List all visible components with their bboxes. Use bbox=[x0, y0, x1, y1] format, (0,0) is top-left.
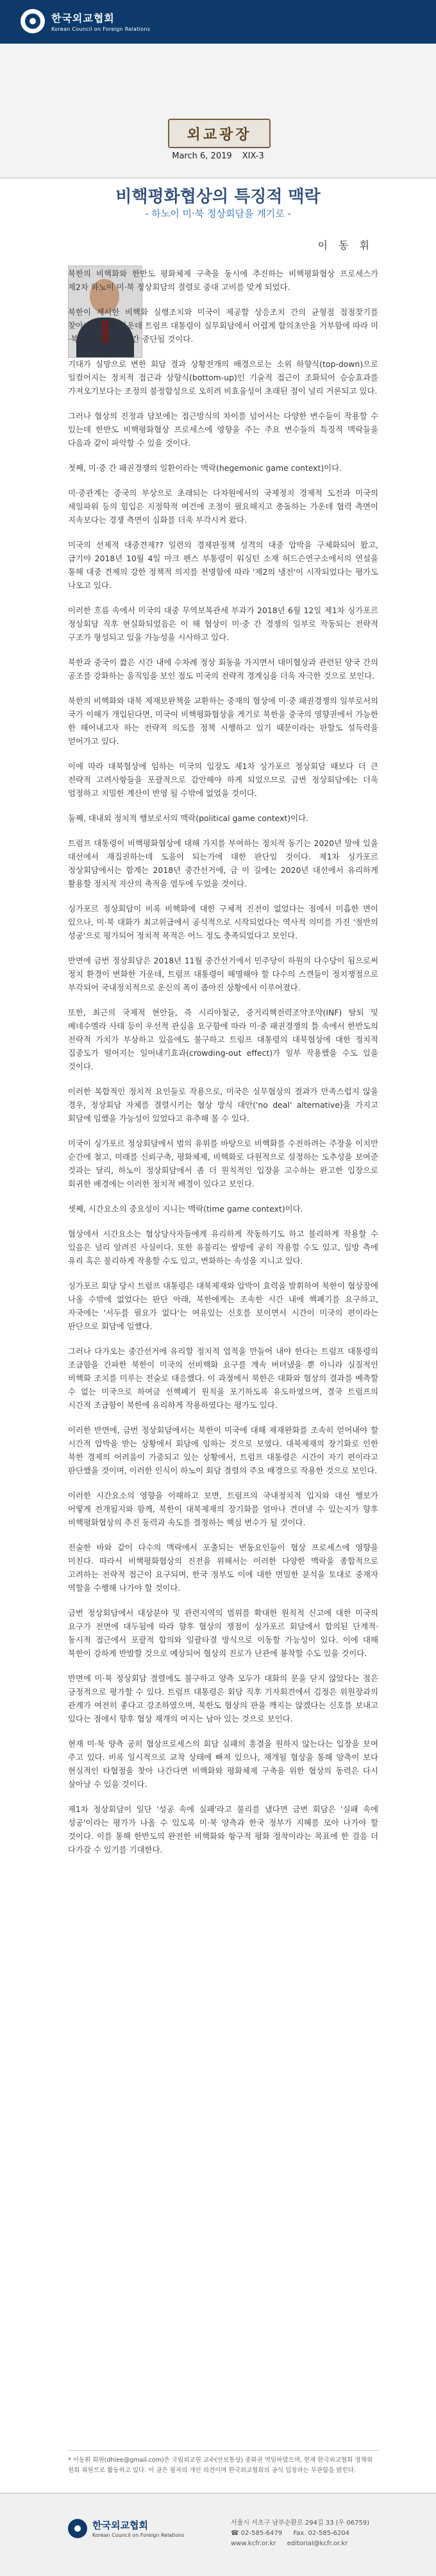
article-paragraph: 전술한 바와 같이 다수의 맥락에서 포출되는 변동요인들이 협상 프로세스에 영향을 미친다. 따라서 비핵평화협상의 진전을 위해서는 이러한 다양한 맥락을 종합적으로 고려하는 전략적 접근이 요구되며, 한국 정부도 이에 대한 면밀한 분석을 토대로 중재자 역할을 수행해 나가야 할 것이다. bbox=[68, 1543, 378, 1593]
issue-number: XIX-3 bbox=[242, 151, 264, 161]
article-paragraph: 북한의 비핵화와 대북 제재보완책을 교환하는 중재의 협상에 미·중 패권경쟁의 일부로서의 국가 이해가 개입된다면, 미국이 비핵평화협상을 게기로 북한을 중국의 영향권에서 가능한 한 해어내고자 하는 전략적 의도를 정책 시행하고 있기 때문이라는 판할도 설득력을 얻어가고 있다. bbox=[68, 696, 378, 746]
article-paragraph: 싱가포르 회담 당시 트럼프 대통령은 대북제재와 압박이 효력을 발휘하여 북한이 협상장에 나올 수밖에 없었다는 판단 아래, 북한에게는 조속한 시간 내에 핵폐기를 요구하고, 자국에는 '서두를 필요가 없다'는 여유있는 신호를 보이면서 시간이 미국의 편이라는 판단으로 회담에 임했다. bbox=[68, 1281, 378, 1331]
footer-org-name-ko: 한국외교협회 bbox=[92, 2520, 148, 2531]
header-bar bbox=[0, 0, 436, 44]
article-paragraph: 둘째, 대내외 정치적 행보로서의 맥락(political game context)이다. bbox=[68, 813, 308, 823]
issue-date: March 6, 2019 bbox=[172, 151, 232, 161]
article-paragraph: 이러한 흐름 속에서 미국의 대중 무역보복관세 부과가 2018년 6월 12일 제1차 싱가포르 정상회담 직후 현실화되었음은 이 해 협상이 미·중 간 경쟁의 일부로 작동되는 전략적 구조가 형성되고 있을 가능성을 시사하고 있다. bbox=[68, 606, 378, 642]
footer-logo-text bbox=[92, 2518, 185, 2538]
footer-web-email bbox=[231, 2539, 398, 2549]
article-paragraph: 미·중관계는 중국의 부상으로 초래되는 다차원에서의 국제정치 경제적 도전과 미국의 세일파워 등의 힘입은 지정학적 여건에 조정이 필요해지고 충돌하는 가운데 협력 측면이 지속보다는 경쟁 측면이 심화를 더욱 부각시켜 왔다. bbox=[68, 488, 378, 525]
article-paragraph: 북한이 제시한 비핵화 실행조치와 미국이 제공할 상응조치 간의 균형점 접점찾기를 찾아내지 못한 가운데 트럼프 대통령이 실무회담에서 어렵게 합의초안을 거부함에 따라 미·북 간 협상이 장기간 중단될 것이다. bbox=[68, 307, 378, 344]
article-author: 이 동 휘 bbox=[317, 239, 373, 251]
footer-email-link[interactable]: editorial@kcfr.or.kr bbox=[287, 2540, 348, 2547]
article-title: 비핵평화협상의 특징적 맥락 bbox=[115, 187, 321, 207]
footer-address: 서울시 서초구 남부순환로 294길 33 (우 06759) bbox=[231, 2520, 370, 2527]
article-paragraph: 현재 미·북 양측 공히 협상프로세스의 회담 실패의 흥결을 원하지 않는다는 입장을 보여 주고 있다. 비록 일시적으로 교착 상태에 빠져 있으나, 재개될 협상을 통해 양측이 보다 현실적인 타협점을 찾아 나간다면 비핵화와 평화체제 구축을 위한 협상의 동력은 다시 살아날 수 있을 것이다. bbox=[68, 1739, 378, 1789]
article-paragraph: 협상에서 시간요소는 협상당사자들에게 유리하게 작동하기도 하고 불리하게 작용할 수 있음은 널리 알려진 사실이다. 또한 유불리는 쌍방에 공히 작용할 수도 있고, 일방 측에 유리 혹은 불리하게 작용할 수도 있고, 변화하는 속성을 지니고 있다. bbox=[68, 1229, 378, 1266]
footer-logo[interactable] bbox=[68, 2518, 185, 2538]
article-paragraph: 그러나 다가오는 중간선거에 유리할 정치적 업적을 만들어 내야 한다는 트럼프 대통령의 조급함을 간파한 북한이 미국의 선비핵화 요구를 계속 버텨냈을 뿐 아니라 실질적인 비핵화 조치를 미루는 전술로 대응했다. 이 과정에서 북한은 대화와 협상의 결과를 예측할 수 없는 미국으로 하여금 선핵폐기 원칙을 포기하도록 유도하였으며, 결국 트럼프의 시간적 조급함이 북한에 유리하게 작용하였다는 평가도 있다. bbox=[68, 1346, 378, 1410]
masthead-divider bbox=[0, 177, 436, 178]
article-paragraph: 싱가포르 정상회담이 비록 비핵화에 대한 구체적 진전이 없었다는 점에서 미흡한 면이 있으나, 미·북 대화가 최고위급에서 공식적으로 시작되었다는 역사적 의미를 가진 '절반의 성공'으로 평가되어 정치적 목적은 어느 정도 충족되었다고 보인다. bbox=[68, 904, 378, 940]
footer-website-link[interactable]: www.kcfr.or.kr bbox=[231, 2540, 276, 2547]
article-paragraph: 기대가 실망으로 변한 회담 결과 상황전개의 배경으로는 소위 하향식(top-down)으로 일컬어지는 정치적 접근과 상향식(bottom-up)인 기술적 접근이 조화되어 승승효과를 가져오기보다는 조정의 불정합성으로 오히려 비효율성이 초래된 점이 널리 거론되고 있다. bbox=[68, 359, 378, 396]
article-paragraph: 셋째, 시간요소의 중요성이 지니는 맥락(time game context)이다. bbox=[68, 1204, 303, 1214]
article-paragraph: 미국의 선제적 대중견제?? 일련의 경제판정책 성격의 대중 압박을 구체화되어 왔고, 급기야 2018년 10월 4일 마크 펜스 부통령이 워싱턴 소재 허드슨연구소에서의 연설을 통해 대중 견제의 강한 정책적 의지를 천명함에 따라 '제2의 냉전'이 시작되었다는 평가도 나오고 있다. bbox=[68, 540, 378, 590]
header-logo-text bbox=[51, 10, 150, 32]
article-paragraph: 금번 정상회담에서 대상분야 및 관련지역의 범위를 확대한 원칙적 신고에 대한 미국의 요구가 전면에 대두됨에 따라 향후 협상의 쟁점이 싱가포르 회담에서 합의된 단계적·동시적 접근에서 포괄적 합의와 일괄타결 방식으로 이동할 가능성이 있다. 이에 대해 북한이 강하게 반발할 것으로 예상되어 협상의 진로가 난관에 봉착할 수도 있을 것이다. bbox=[68, 1608, 378, 1658]
author-footnote: * 이동휘 회원(dhlee@gmail.com)은 국립외교원 교수(안보통상) 중화권 역임하였으며, 현재 한국외교협회 정책위원회 위원으로 활동하고 있다. 이 글은 필자의 개인 의견이며 한국외교협회의 공식 입장과는 무관함을 밝힌다. bbox=[68, 2457, 373, 2474]
article-paragraph: 북한의 비핵화와 한반도 평화체제 구축을 동시에 추진하는 비핵평화협상 프로세스가 제2차 하노이 미·북 정상회담의 결렬로 중대 고비를 맞게 되었다. bbox=[68, 269, 378, 292]
article-paragraph: 미국이 싱가포르 정상회담에서 범의 유위를 바탕으로 비핵화를 수전하려는 주장을 이치만 순간에 철고, 미래를 신뢰구축, 평화체제, 비핵화로 다원적으로 설정하는 도추성을 보여준 것과는 달리, 하노이 정상회담에서 좀 더 원칙적인 입장을 고수하는 완고한 입장으로 회귀한 배경에는 이러한 정치적 배경이 있다고 보인다. bbox=[68, 1139, 378, 1189]
article-paragraph: 이러한 반면에, 금번 정상회담에서는 북한이 미국에 대해 제재완화를 조속히 얻어내야 할 시간적 압박을 받는 상황에서 회담에 임하는 것으로 보였다. 대북제재의 장기화로 인한 북한 경제의 어려움이 가중되고 있는 상황에서, 트럼프 대통령은 시간이 자기 편이라고 판단했을 것이며, 이러한 인식이 하노이 회담 결렬의 주요 배경으로 작용한 것으로 보인다. bbox=[68, 1425, 378, 1475]
article-paragraph: 트럼프 대통령이 비핵평화협상에 대해 가지를 부여하는 정치적 동기는 2020년 말에 있을 대선에서 재집권하는데 도움이 되는가에 대한 판단일 것이다. 제1차 싱가포르 정상회담에서는 합계는 2018년 중간선거에, 금 이 길에는 2020년 대선에서 유리하게 활용할 정치적 자산의 축적을 염두에 두었을 것이다. bbox=[68, 838, 378, 888]
footer-emblem-icon bbox=[68, 2519, 87, 2538]
article-subtitle: - 하노이 미·북 정상회담을 계기로 - bbox=[145, 208, 291, 219]
masthead-title: 외교광장 bbox=[187, 126, 252, 143]
header-logo[interactable] bbox=[21, 9, 150, 33]
article-paragraph: 이러한 복합적인 정치적 요인들로 작용으로, 미국은 실무협상의 결과가 만족스럽지 않을 경우, 정상회담 자체를 결렬시키는 협상 방식 대안('no deal' alternative)을 가지고 회담에 임했을 가능성이 있었다고 유추해 볼 수 있다. bbox=[68, 1087, 378, 1123]
article-paragraph: 반면에 금번 정상회담은 2018년 11월 중간선거에서 민주당이 하원의 다수당이 됨으로써 정치 환경이 변화한 가운데, 트럼프 대통령이 해명해야 할 다수의 스캔들이 정치쟁점으로 부각되어 국내정치적으로 운신의 폭이 좁아진 상황에서 이루어졌다. bbox=[68, 956, 378, 992]
masthead-banner bbox=[168, 119, 271, 148]
footer bbox=[0, 2493, 436, 2576]
footer-org-name-en: Korean Council on Foreign Relations bbox=[92, 2532, 185, 2538]
header-org-name-ko: 한국외교협회 bbox=[51, 12, 115, 24]
article-body bbox=[68, 255, 378, 1868]
footer-phone-fax bbox=[231, 2529, 398, 2539]
article-paragraph: 제1차 정상회담이 일단 '성공 속에 실패'라고 불리를 냈다면 금번 회담은 '실패 속에 성공'이라는 평가가 나올 수 있도록 미·북 양측과 한국 정부가 지혜를 모아 나가야 할 것이다. 이를 통해 한반도의 완전한 비핵화와 항구적 평화 정착이라는 목표에 한 걸음 더 다가갈 수 있기를 기대한다. bbox=[68, 1804, 378, 1854]
footer-fax: Fax. 02-585-6204 bbox=[293, 2530, 350, 2537]
article-paragraph: 북한과 중국이 짧은 시간 내에 수차례 정상 회동을 가지면서 대미협상과 관련된 양국 간의 공조를 강화하는 움직임을 보인 점도 미국의 전략적 경계심을 더욱 자극한 것으로 보인다. bbox=[68, 657, 378, 681]
article-paragraph: 반면에 미·북 정상회담 결렬에도 불구하고 양측 모두가 대화의 문을 닫지 않았다는 점은 긍정적으로 평가할 수 있다. 트럼프 대통령은 회담 직후 기자회견에서 김정은 위원장과의 관계가 여전히 좋다고 강조하였으며, 북한도 협상의 판을 깨지는 않겠다는 신호를 보내고 있다는 점에서 향후 협상 재개의 여지는 남아 있는 것으로 보인다. bbox=[68, 1674, 378, 1724]
footer-contact bbox=[231, 2518, 398, 2549]
header-org-name-en: Korean Council on Foreign Relations bbox=[51, 26, 151, 32]
footnote-divider bbox=[68, 2450, 378, 2451]
article-paragraph: 그러나 협상의 진정과 담보에는 접근방식의 차이를 넘어서는 다양한 변수들이 작용할 수 있는데 한반도 비핵평화협상 프로세스에 영향을 주는 주요 변수들의 특징적 맥락들을 다음과 같이 파악할 수 있을 것이다. bbox=[68, 411, 378, 448]
issue-line bbox=[0, 151, 436, 161]
article-paragraph: 이에 따라 대북협상에 임하는 미국의 입장도 제1차 싱가포르 정상회담 때보다 더 큰 전략적 고려사항들을 포괄적으로 감안해야 하게 되었으므로 금번 정상회담에는 더욱 엄정하고 치밀한 계산이 반영 될 수밖에 없었을 것이다. bbox=[68, 761, 378, 798]
article-paragraph: 첫째, 미·중 간 패권경쟁의 일환이라는 맥락(hegemonic game context)이다. bbox=[68, 463, 342, 473]
article-paragraph: 이러한 시간요소의 영향을 이해하고 보면, 트럼프의 국내정치적 입지와 대선 행보가 어떻게 전개될지와 함께, 북한이 대북제재의 장기화를 얼마나 견뎌낼 수 있는지가 향후 비핵평화협상의 추진 동력과 속도를 결정하는 핵심 변수가 될 것이다. bbox=[68, 1491, 378, 1527]
article-paragraph: 또한, 최근의 국제적 현안들, 즉 시리아철군, 중거리핵전력조약조약(INF) 탈퇴 및 베네수엘라 사태 등이 우선적 관심을 요구함에 따라 미·중 패권경쟁의 틀 속에서 한반도의 전략적 가치가 부상하고 있음에도 불구하고 트럼프 대통령의 대북협상에 대한 정치적 집중도가 떨어지는 일어내기효과(crowding-out effect)가 일부 작용했을 수도 있을 것이다. bbox=[68, 1008, 378, 1071]
org-emblem-icon bbox=[21, 9, 45, 33]
footer-tel: ☎ 02-585-6479 bbox=[231, 2530, 283, 2537]
